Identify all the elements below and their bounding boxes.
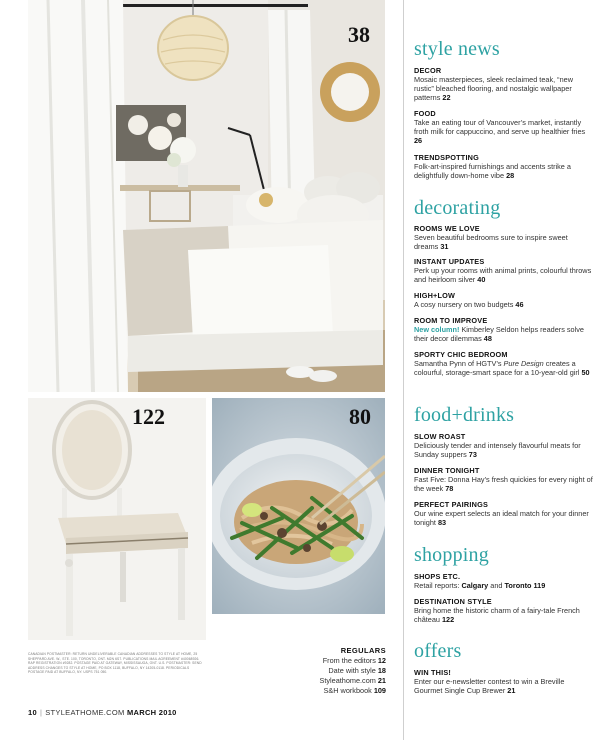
entry-description: Take an eating tour of Vancouver’s market, instantly froth milk for cappuccino, and serve up healthier fries 26 bbox=[414, 118, 586, 146]
section-heading-food-drinks[interactable]: food+drinks bbox=[414, 404, 515, 426]
regulars-list bbox=[296, 646, 386, 696]
new-column-badge: New column! bbox=[414, 325, 460, 334]
entry-title: SPORTY CHIC BEDROOM bbox=[414, 350, 508, 359]
entry-description: Deliciously tender and intensely flavourful meats for Sunday suppers 73 bbox=[414, 441, 581, 460]
entry-title: ROOMS WE LOVE bbox=[414, 224, 480, 233]
section-heading-style-news[interactable]: style news bbox=[414, 38, 500, 60]
entry-title: SLOW ROAST bbox=[414, 432, 466, 441]
chair-page-number[interactable]: 122 bbox=[132, 404, 165, 429]
entry-description: Our wine expert selects an ideal match for your dinner tonight 83 bbox=[414, 509, 589, 528]
bowl-page-number[interactable]: 80 bbox=[349, 404, 371, 429]
toc-entry-trendspotting[interactable] bbox=[414, 153, 594, 180]
entry-title: SHOPS ETC. bbox=[414, 572, 461, 581]
noodle-bowl-photo bbox=[212, 398, 385, 614]
entry-description: Mosaic masterpieces, sleek reclaimed teak, “new rustic” bleached flooring, and nostalgic wallpaper patterns 22 bbox=[414, 75, 573, 103]
entry-title: TRENDSPOTTING bbox=[414, 153, 480, 162]
chair-illustration bbox=[28, 398, 206, 640]
entry-description: A cosy nursery on two budgets 46 bbox=[414, 300, 524, 309]
entry-title: FOOD bbox=[414, 109, 436, 118]
section-heading-offers[interactable]: offers bbox=[414, 640, 462, 662]
entry-title: HIGH+LOW bbox=[414, 291, 456, 300]
entry-title: ROOM TO IMPROVE bbox=[414, 316, 488, 325]
entry-page-number: 28 bbox=[506, 171, 515, 181]
page-footer: 10 | STYLEATHOME.COM MARCH 2010 bbox=[28, 708, 177, 717]
footer-issue: MARCH 2010 bbox=[126, 708, 177, 717]
entry-description: Enter our e-newsletter contest to win a Breville Gourmet Single Cup Brewer 21 bbox=[414, 677, 565, 696]
toc-entry-decor[interactable] bbox=[414, 66, 594, 103]
entry-description: Perk up your rooms with animal prints, colourful throws and heirloom silver 40 bbox=[414, 266, 592, 285]
regulars-item[interactable]: From the editors 12 bbox=[322, 656, 386, 665]
toc-entry-instant-updates[interactable] bbox=[414, 257, 594, 284]
entry-page-number: 26 bbox=[414, 136, 423, 146]
regulars-item[interactable]: S&H workbook 109 bbox=[323, 686, 386, 695]
noodle-bowl-illustration bbox=[212, 398, 385, 614]
chair-photo bbox=[28, 398, 206, 640]
entry-title: DESTINATION STYLE bbox=[414, 597, 492, 606]
toc-entry-slow-roast[interactable] bbox=[414, 432, 594, 459]
toc-entry-perfect-pairings[interactable] bbox=[414, 500, 594, 527]
toc-entry-rooms-we-love[interactable] bbox=[414, 224, 594, 251]
entry-page-number: 119 bbox=[533, 581, 546, 590]
entry-page-number: 48 bbox=[483, 334, 492, 344]
regulars-page-number: 109 bbox=[373, 686, 386, 695]
toc-entry-destination-style[interactable] bbox=[414, 597, 594, 624]
regulars-page-number: 18 bbox=[377, 666, 386, 675]
entry-page-number: 21 bbox=[507, 686, 516, 696]
entry-page-number: 73 bbox=[468, 450, 477, 460]
toc-entry-shops-etc[interactable] bbox=[414, 572, 594, 590]
toc-entry-dinner-tonight[interactable] bbox=[414, 466, 594, 493]
toc-entry-win-this[interactable] bbox=[414, 668, 594, 695]
bedroom-photo bbox=[28, 0, 385, 392]
regulars-item[interactable]: Date with style 18 bbox=[328, 666, 386, 675]
entry-page-number: 122 bbox=[442, 615, 455, 625]
footer-site[interactable]: STYLEATHOME.COM bbox=[45, 708, 125, 717]
entry-title: WIN THIS! bbox=[414, 668, 452, 677]
entry-title: DECOR bbox=[414, 66, 442, 75]
bedroom-page-number[interactable]: 38 bbox=[348, 22, 370, 47]
regulars-item[interactable]: Styleathome.com 21 bbox=[319, 676, 386, 685]
section-heading-shopping[interactable]: shopping bbox=[414, 544, 489, 566]
entry-page-number: 78 bbox=[445, 484, 454, 494]
regulars-heading: REGULARS bbox=[340, 646, 386, 655]
entry-page-number: 31 bbox=[440, 242, 449, 252]
footer-page-number: 10 bbox=[28, 708, 37, 717]
entry-page-number: 83 bbox=[437, 518, 447, 528]
toc-entry-high-low[interactable] bbox=[414, 291, 594, 309]
regulars-page-number: 12 bbox=[377, 656, 386, 665]
postal-fine-print: CANADIAN POSTMASTER: RETURN UNDELIVERABLE CANADIAN ADDRESSES TO STYLE AT HOME, 25 SHEPPARD AVE. W., STE. 100, TORONTO, ONT. M2N 6S7. PUBLICATIONS MAIL AGREEMENT #40068926. RAP REGISTRATION #9282. POSTAGE PAID AT GATEWAY, MISSISSAUGA, ONT. U.S. POSTMASTER: SEND ADDRESS CHANGES TO STYLE AT HOME, PO BOX 1118, BUFFALO, NY 14205-0118. PERIODICALS POSTAGE PAID AT BUFFALO, NY. USPS 751 050. bbox=[28, 652, 202, 675]
entry-title: DINNER TONIGHT bbox=[414, 466, 480, 475]
toc-entry-food[interactable] bbox=[414, 109, 594, 146]
column-divider bbox=[403, 0, 404, 740]
entry-description: Fast Five: Donna Hay’s fresh quickies for every night of the week 78 bbox=[414, 475, 593, 494]
toc-entry-room-to-improve[interactable] bbox=[414, 316, 594, 343]
entry-page-number: 46 bbox=[515, 300, 524, 309]
entry-page-number: 22 bbox=[442, 93, 451, 103]
entry-title: PERFECT PAIRINGS bbox=[414, 500, 489, 509]
entry-description: Seven beautiful bedrooms sure to inspire sweet dreams 31 bbox=[414, 233, 568, 252]
bedroom-illustration bbox=[28, 0, 385, 392]
section-heading-decorating[interactable]: decorating bbox=[414, 197, 501, 219]
entry-page-number: 40 bbox=[477, 275, 486, 285]
entry-description: Folk-art-inspired furnishings and accents strike a delightfully down-home vibe 28 bbox=[414, 162, 571, 181]
regulars-page-number: 21 bbox=[377, 676, 386, 685]
entry-description: Samantha Pynn of HGTV’s Pure Design creates a colourful, storage-smart space for a 10-year-old girl 50 bbox=[414, 359, 590, 378]
entry-title: INSTANT UPDATES bbox=[414, 257, 485, 266]
entry-description: Retail reports: Calgary and Toronto 119 bbox=[414, 581, 546, 590]
entry-description: New column! Kimberley Seldon helps readers solve their decor dilemmas 48 bbox=[414, 325, 584, 344]
entry-description: Bring home the historic charm of a fairy-tale French château 122 bbox=[414, 606, 580, 625]
toc-entry-sporty-chic-bedroom[interactable] bbox=[414, 350, 594, 377]
entry-page-number: 50 bbox=[581, 368, 590, 378]
